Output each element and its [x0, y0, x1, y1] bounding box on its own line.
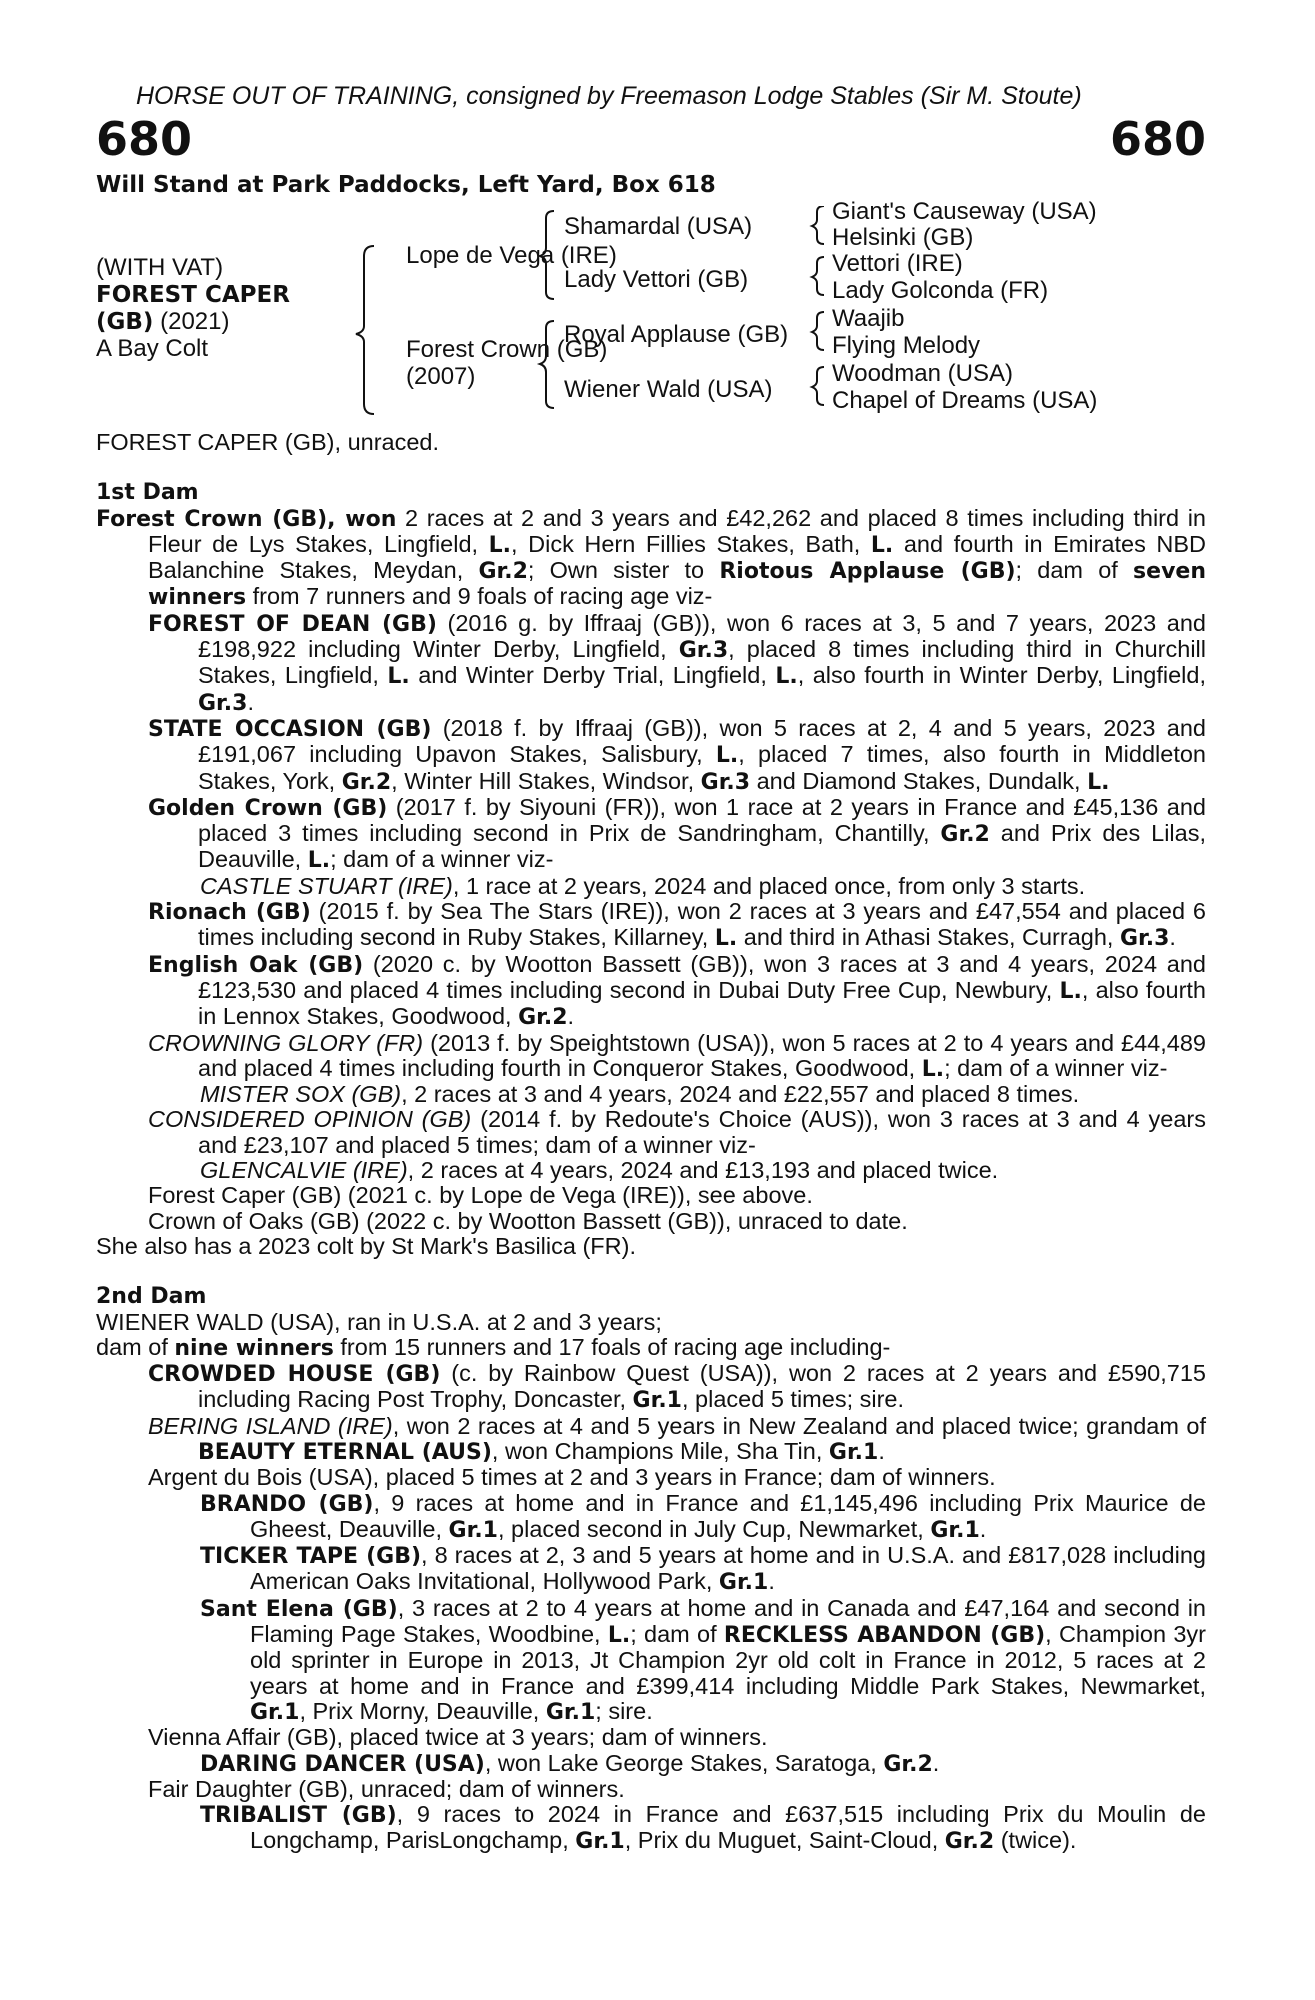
horse-country: (GB)	[96, 309, 154, 335]
produce-crowning-glory: CROWNING GLORY (FR) (2013 f. by Speightstown (USA)), won 5 races at 2 to 4 years and £44,489 and placed 4 times including fourth in Conqueror Stakes, Goodwood, L.; dam of a winner viz-	[148, 1029, 1206, 1082]
produce-crown-of-oaks: Crown of Oaks (GB) (2022 c. by Wootton Bassett (GB)), unraced to date.	[148, 1207, 908, 1234]
produce-castle-stuart: CASTLE STUART (IRE), 1 race at 2 years, 2024 and placed once, from only 3 starts.	[200, 872, 1086, 899]
horse-year: (2021)	[153, 308, 230, 335]
dam-dam: Wiener Wald (USA)	[564, 376, 773, 403]
produce-forest-of-dean: FOREST OF DEAN (GB) (2016 g. by Iffraaj (GB)), won 6 races at 3, 5 and 7 years, 2023 and £198,922 including Winter Derby, Lingfield, Gr.3, placed 8 times including third in Churchill Stakes, Lingfield, L. and Winter Derby Trial, Lingfield, L., also fourth in Winter Derby, Lingfield, Gr.3.	[148, 609, 1206, 716]
dam: Forest Crown (GB)	[406, 336, 608, 363]
stand-info: Will Stand at Park Paddocks, Left Yard, Box 618	[96, 172, 716, 198]
produce-state-occasion: STATE OCCASION (GB) (2018 f. by Iffraaj (GB)), won 5 races at 2, 4 and 5 years, 2023 and £191,067 including Upavon Stakes, Salisbury, L., placed 7 times, also fourth in Middleton Stakes, York, Gr.2, Winter Hill Stakes, Windsor, Gr.3 and Diamond Stakes, Dundalk, L.	[148, 714, 1206, 795]
produce-considered-opinion: CONSIDERED OPINION (GB) (2014 f. by Redoute's Choice (AUS)), won 3 races at 3 and 4 years and £23,107 and placed 5 times; dam of a winner viz-	[148, 1106, 1206, 1158]
ggp-4: Lady Golconda (FR)	[832, 277, 1049, 304]
lot-number-right: 680	[1109, 112, 1206, 166]
produce-english-oak: English Oak (GB) (2020 c. by Wootton Bassett (GB)), won 3 races at 3 and 4 years, 2024 and £123,530 and placed 4 times including second in Dubai Duty Free Cup, Newbury, L., also fourth in Lennox Stakes, Goodwood, Gr.2.	[148, 950, 1206, 1031]
pedigree-chart	[96, 198, 1206, 416]
vienna-affair: Vienna Affair (GB), placed twice at 3 years; dam of winners.	[148, 1724, 768, 1751]
dam-year: (2007)	[406, 363, 476, 390]
bering-island: BERING ISLAND (IRE), won 2 races at 4 and 5 years in New Zealand and placed twice; grandam of BEAUTY ETERNAL (AUS), won Champions Mile, Sha Tin, Gr.1.	[148, 1412, 1206, 1465]
first-dam-paragraph: Forest Crown (GB), won 2 races at 2 and 3 years and £42,262 and placed 8 times including third in Fleur de Lys Stakes, Lingfield, L., Dick Hern Fillies Stakes, Bath, L. and fourth in Emirates NBD Balanchine Stakes, Meydan, Gr.2; Own sister to Riotous Applause (GB); dam of seven winners from 7 runners and 9 foals of racing age viz-	[96, 504, 1206, 611]
produce-forest-caper: Forest Caper (GB) (2021 c. by Lope de Vega (IRE)), see above.	[148, 1182, 813, 1209]
vat-label: (WITH VAT)	[96, 254, 224, 281]
ggp-8: Chapel of Dreams (USA)	[832, 387, 1098, 414]
ggp-7: Woodman (USA)	[832, 360, 1013, 387]
fair-daughter: Fair Daughter (GB), unraced; dam of winners.	[148, 1775, 625, 1802]
horse-name: FOREST CAPER	[96, 282, 290, 308]
produce-rionach: Rionach (GB) (2015 f. by Sea The Stars (IRE)), won 2 races at 3 years and £47,554 and placed 6 times including second in Ruby Stakes, Killarney, L. and third in Athasi Stakes, Curragh, Gr.3.	[148, 898, 1206, 952]
second-dam-heading: 2nd Dam	[96, 1284, 207, 1310]
lot-number-left: 680	[96, 112, 193, 166]
produce-mister-sox: MISTER SOX (GB), 2 races at 3 and 4 years, 2024 and £22,557 and placed 8 times.	[200, 1081, 1080, 1108]
second-dam-line2: dam of nine winners from 15 runners and 17 foals of racing age including-	[96, 1333, 891, 1361]
ggp-6: Flying Melody	[832, 332, 981, 359]
ggp-1: Giant's Causeway (USA)	[832, 198, 1097, 225]
sire-dam: Lady Vettori (GB)	[564, 266, 749, 293]
horse-name-line	[96, 281, 290, 309]
ticker-tape: TICKER TAPE (GB), 8 races at 2, 3 and 5 years at home and in U.S.A. and £817,028 including American Oaks Invitational, Hollywood Park, Gr.1.	[200, 1542, 1206, 1596]
dam-sire: Royal Applause (GB)	[564, 321, 789, 348]
daring-dancer: DARING DANCER (USA), won Lake George Stakes, Saratoga, Gr.2.	[200, 1749, 940, 1777]
sire-sire: Shamardal (USA)	[564, 213, 753, 240]
tribalist: TRIBALIST (GB), 9 races to 2024 in France and £637,515 including Prix du Moulin de Longchamp, ParisLongchamp, Gr.1, Prix du Muguet, Saint-Cloud, Gr.2 (twice).	[200, 1801, 1206, 1855]
second-dam-line1: WIENER WALD (USA), ran in U.S.A. at 2 and 3 years;	[96, 1308, 662, 1335]
produce-record	[96, 430, 1206, 1855]
sire: Lope de Vega (IRE)	[406, 242, 617, 269]
produce-glencalvie: GLENCALVIE (IRE), 2 races at 4 years, 2024 and £13,193 and placed twice.	[200, 1157, 999, 1184]
ggp-5: Waajib	[832, 305, 905, 332]
horse-description: A Bay Colt	[96, 335, 209, 362]
argent-du-bois: Argent du Bois (USA), placed 5 times at 2 and 3 years in France; dam of winners.	[148, 1464, 996, 1491]
first-dam-heading: 1st Dam	[96, 480, 199, 506]
intro-line: FOREST CAPER (GB), unraced.	[96, 429, 440, 455]
also-line: She also has a 2023 colt by St Mark's Basilica (FR).	[96, 1232, 636, 1259]
consignment-line: HORSE OUT OF TRAINING, consigned by Freemason Lodge Stables (Sir M. Stoute)	[136, 82, 1082, 110]
ggp-3: Vettori (IRE)	[832, 250, 963, 277]
brando: BRANDO (GB), 9 races at home and in France and £1,145,496 including Prix Maurice de Gheest, Deauville, Gr.1, placed second in July Cup, Newmarket, Gr.1.	[200, 1489, 1206, 1543]
crowded-house: CROWDED HOUSE (GB) (c. by Rainbow Quest (USA)), won 2 races at 2 years and £590,715 including Racing Post Trophy, Doncaster, Gr.1, placed 5 times; sire.	[148, 1360, 1206, 1414]
ggp-2: Helsinki (GB)	[832, 224, 974, 251]
horse-origin-line	[96, 308, 229, 336]
produce-golden-crown: Golden Crown (GB) (2017 f. by Siyouni (FR)), won 1 race at 2 years in France and £45,136 and placed 3 times including second in Prix de Sandringham, Chantilly, Gr.2 and Prix des Lilas, Deauville, L.; dam of a winner viz-	[148, 793, 1207, 874]
sant-elena: Sant Elena (GB), 3 races at 2 to 4 years at home and in Canada and £47,164 and second in Flaming Page Stakes, Woodbine, L.; dam of RECKLESS ABANDON (GB), Champion 3yr old sprinter in Europe in 2013, Jt Champion 2yr old colt in France in 2012, 5 races at 2 years at home and in France and £399,414 including Middle Park Stakes, Newmarket, Gr.1, Prix Morny, Deauville, Gr.1; sire.	[200, 1594, 1206, 1725]
